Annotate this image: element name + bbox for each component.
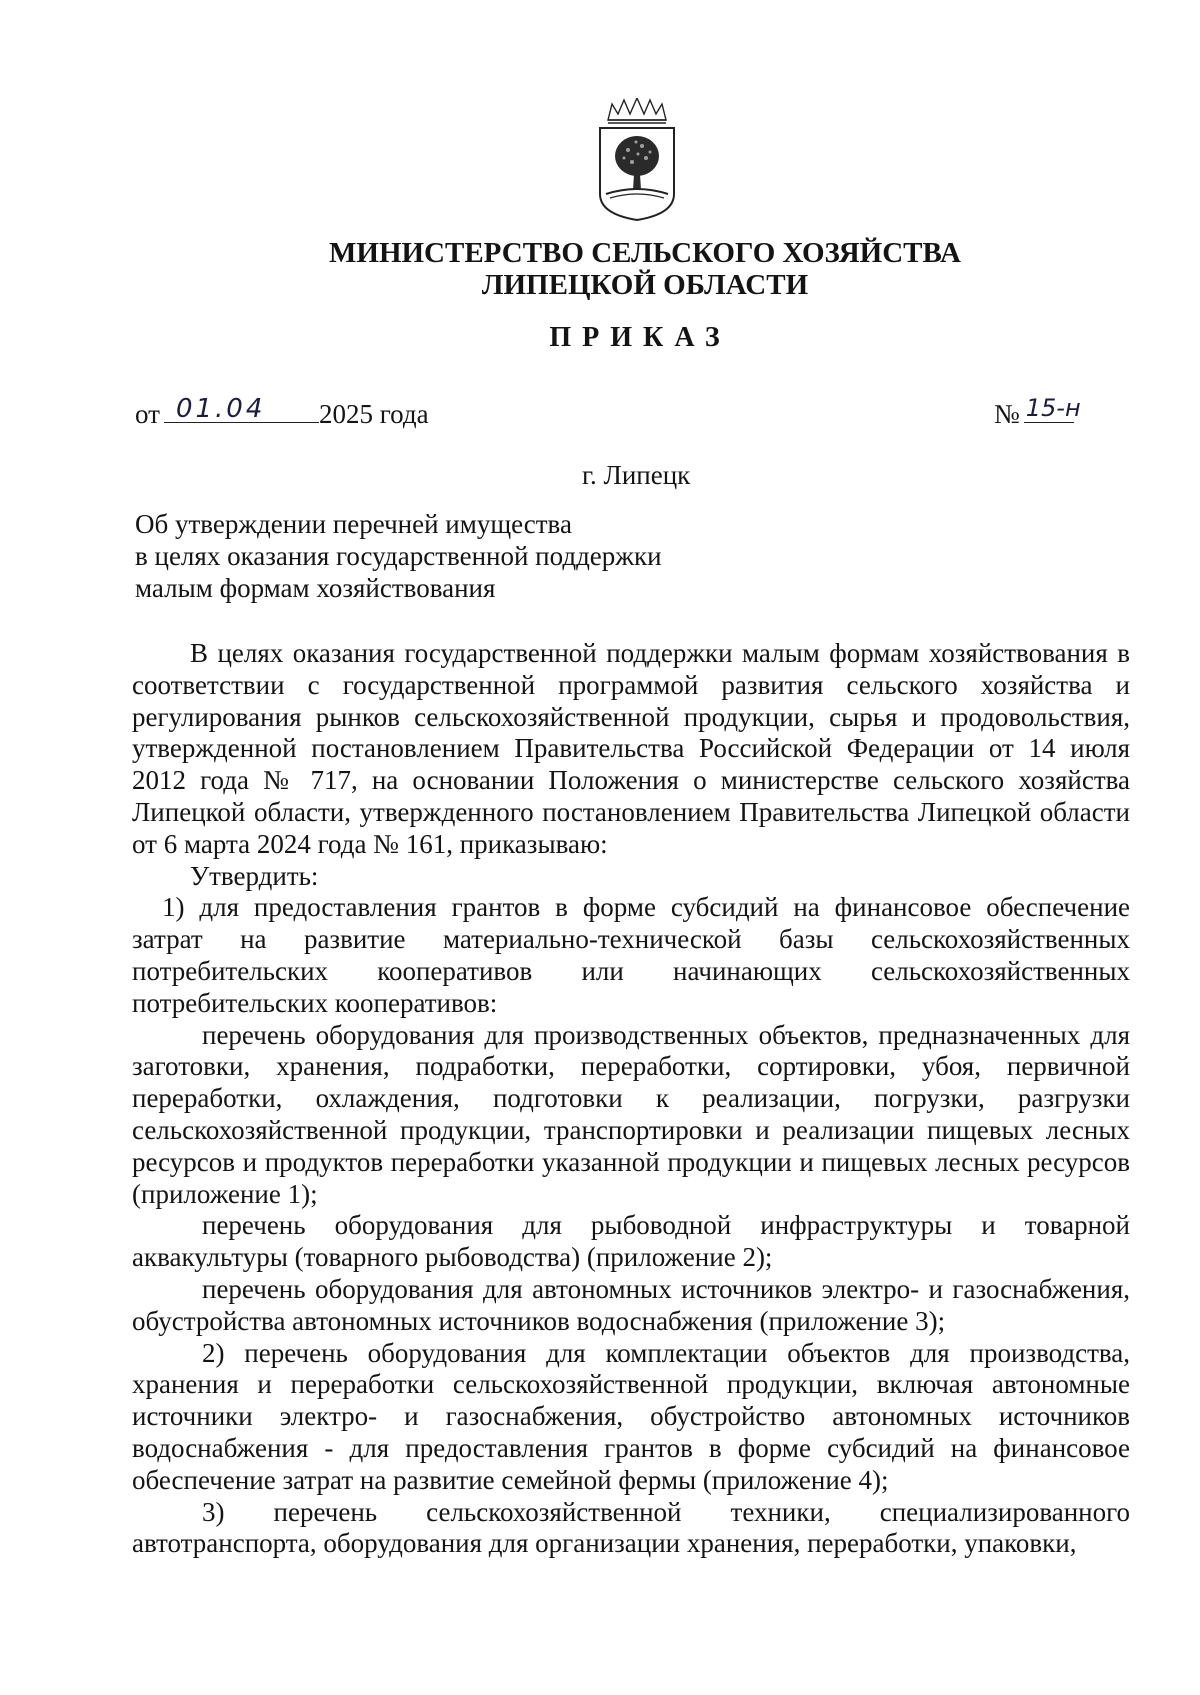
number-field bbox=[1024, 394, 1081, 423]
handwritten-date: 01.04 bbox=[175, 394, 266, 424]
order-subject bbox=[135, 508, 662, 604]
subject-line: Об утверждении перечней имущества bbox=[135, 509, 572, 539]
body-paragraph-list-2: перечень оборудования для рыбоводной инфраструктуры и товарной аквакультуры (товарного рыбоводства) (приложение 2); bbox=[132, 1210, 1130, 1273]
ministry-name-line2: ЛИПЕЦКОЙ ОБЛАСТИ bbox=[481, 269, 809, 301]
subject-line: малым формам хозяйствования bbox=[135, 573, 496, 603]
body-paragraph-item-3: 3) перечень сельскохозяйственной техники, специализированного автотранспорта, оборудования для организации хранения, переработки, упаковки, bbox=[132, 1496, 1130, 1559]
date-field bbox=[164, 394, 319, 424]
city-name: г. Липецк bbox=[582, 460, 691, 490]
order-title: ПРИКАЗ bbox=[549, 322, 731, 353]
body-paragraph-approve: Утвердить: bbox=[190, 860, 319, 891]
body-paragraph-list-3: перечень оборудования для автономных источников электро- и газоснабжения, обустройства автономных источников водоснабжения (приложение 3); bbox=[132, 1273, 1130, 1336]
body-paragraph-item-2: 2) перечень оборудования для комплектации объектов для производства, хранения и переработки сельскохозяйственной продукции, включая автономные источники электро- и газоснабжения, обустройство автономных источников водоснабжения - для предоставления грантов в форме субсидий на финансовое обеспечение затрат на развитие семейной фермы (приложение 4); bbox=[132, 1337, 1130, 1495]
order-body bbox=[132, 638, 1130, 1560]
order-number bbox=[994, 394, 1081, 430]
date-prefix: от bbox=[135, 399, 160, 429]
coat-of-arms-emblem bbox=[594, 98, 680, 222]
body-paragraph-list-1: перечень оборудования для производственных объектов, предназначенных для заготовки, хранения, подработки, переработки, сортировки, убоя, первичной переработки, охлаждения, подготовки к реализации, погрузки, разгрузки сельскохозяйственной продукции, транспортировки и реализации пищевых лесных ресурсов и продуктов переработки указанной продукции и пищевых лесных ресурсов (приложение 1); bbox=[132, 1019, 1130, 1209]
subject-line: в целях оказания государственной поддержки bbox=[135, 541, 662, 571]
body-paragraph-preamble: В целях оказания государственной поддержки малым формам хозяйствования в соответствии с государственной программой развития сельского хозяйства и регулирования рынков сельскохозяйственной продукции, сырья и продовольствия, утвержденной постановлением Правительства Российской Федерации от 14 июля 2012 года № 717, на основании Положения о министерстве сельского хозяйства Липецкой области, утвержденного постановлением Правительства Липецкой области от 6 марта 2024 года № 161, приказываю: bbox=[132, 638, 1130, 859]
order-date bbox=[135, 394, 429, 429]
handwritten-number: 15-н bbox=[1025, 394, 1081, 422]
ministry-name-line1: МИНИСТЕРСТВО СЕЛЬСКОГО ХОЗЯЙСТВА bbox=[329, 237, 961, 269]
body-paragraph-item-1: 1) для предоставления грантов в форме субсидий на финансовое обеспечение затрат на развитие материально-технической базы сельскохозяйственных потребительских кооперативов или начинающих сельскохозяйственных потребительских кооперативов: bbox=[132, 892, 1130, 1018]
date-year: 2025 года bbox=[318, 399, 429, 429]
number-prefix: № bbox=[994, 399, 1020, 429]
